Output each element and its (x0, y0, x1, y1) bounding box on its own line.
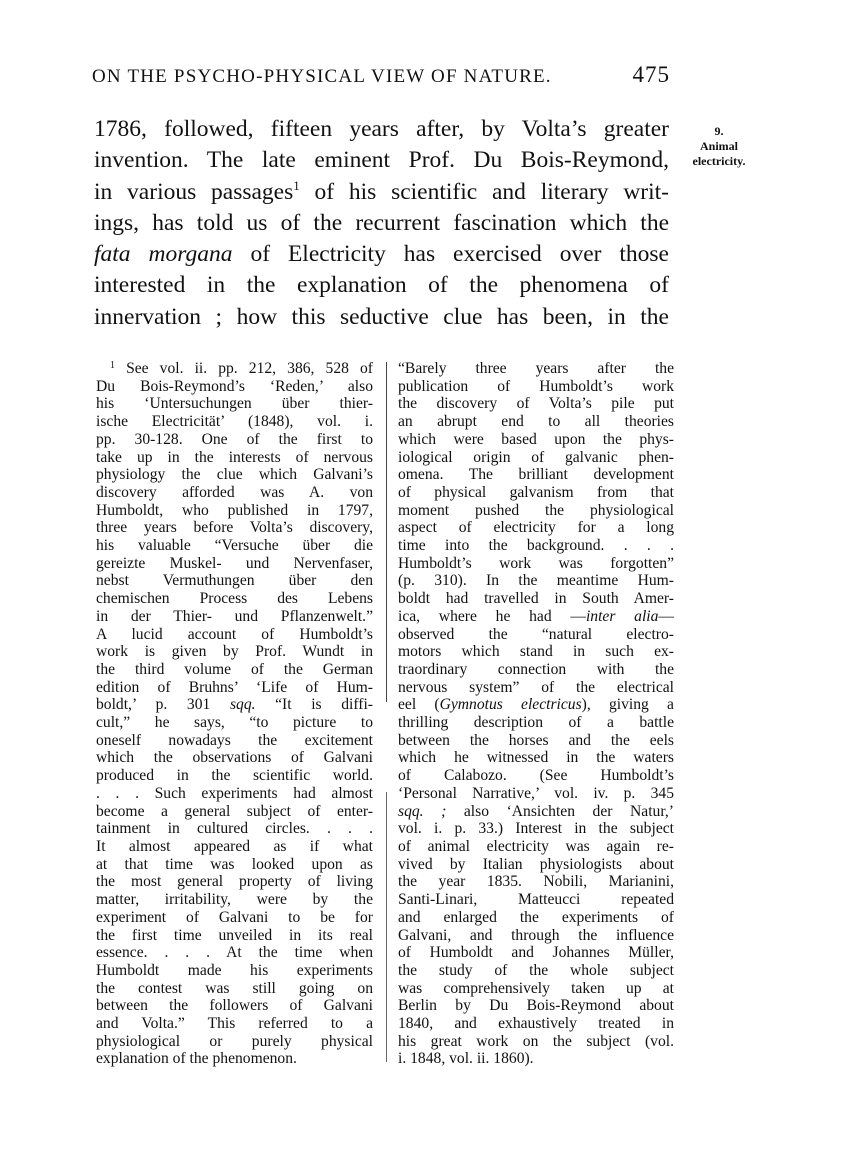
main-line-5-italic: fata morgana (94, 241, 233, 268)
main-paragraph (94, 114, 669, 333)
footnote-line: publication of Humboldt’s work (398, 377, 674, 395)
footnote-right-column (398, 360, 674, 1068)
footnote-italic: inter alia (585, 607, 659, 625)
footnote-line: 1840, and exhaustively treated in (398, 1015, 674, 1033)
running-title: ON THE PSYCHO-PHYSICAL VIEW OF NATURE. (92, 66, 552, 87)
footnote-line: ‘Personal Narrative,’ vol. iv. p. 345 (398, 784, 674, 802)
footnote-line: omena. The brilliant development (398, 466, 674, 484)
main-line-3 (94, 177, 669, 208)
main-line-3-end: of his scientific and literary writ- (299, 178, 670, 205)
footnote-line: Santi-Linari, Matteucci repeated (398, 891, 674, 909)
footnote-line: in der Thier- und Pflanzenwelt.” (96, 607, 373, 625)
footnote-line: aspect of electricity for a long (398, 519, 674, 537)
footnote-line: edition of Bruhns’ ‘Life of Hum- (96, 678, 373, 696)
footnote-line: sqq. ; also ‘Ansichten der Natur,’ (398, 802, 674, 820)
footnote-line: the first time unveiled in its real (96, 926, 373, 944)
footnote-line: i. 1848, vol. ii. 1860). (398, 1050, 534, 1068)
footnote-line: cult,” he says, “to picture to (96, 714, 373, 732)
footnote-line: three years before Volta’s discovery, (96, 519, 373, 537)
footnote-line: eel (Gymnotus electricus), giving a (398, 696, 674, 714)
footnote-line: physiology the clue which Galvani’s (96, 466, 373, 484)
footnote-line: of Calabozo. (See Humboldt’s (398, 767, 674, 785)
footnote-line: tainment in cultured circles. . . . (96, 820, 373, 838)
footnote-line: A lucid account of Humboldt’s (96, 625, 373, 643)
footnote-line: pp. 30-128. One of the first to (96, 430, 373, 448)
footnote-line: vol. i. p. 33.) Interest in the subject (398, 820, 674, 838)
footnote-italic: sqq. ; (398, 802, 447, 820)
footnote-line: which were based upon the phys- (398, 430, 674, 448)
footnote-line: motors which stand in such ex- (398, 643, 674, 661)
footnote-line: the contest was still going on (96, 979, 373, 997)
footnote-line: work is given by Prof. Wundt in (96, 643, 373, 661)
footnote-marker: 1 (110, 360, 115, 371)
footnote-italic: Gymnotus electricus (439, 696, 582, 714)
footnote-line: essence. . . . At the time when (96, 944, 373, 962)
footnote-line: the most general property of living (96, 873, 373, 891)
footnote-line: experiment of Galvani to be for (96, 908, 373, 926)
footnote-line: the year 1835. Nobili, Marianini, (398, 873, 674, 891)
margin-note-line-1: Animal (699, 139, 738, 153)
footnote-line: between the horses and the eels (398, 731, 674, 749)
footnote-line: discovery afforded was A. von (96, 483, 373, 501)
footnote-line: physiological or purely physical (96, 1032, 373, 1050)
footnote-line: between the followers of Galvani (96, 997, 373, 1015)
footnote-line: moment pushed the physiological (398, 501, 674, 519)
footnote-line: and Volta.” This referred to a (96, 1015, 373, 1033)
footnote-line: boldt,’ p. 301 sqq. “It is diffi- (96, 696, 373, 714)
footnote-line: time into the background. . . . (398, 537, 674, 555)
footnote-line: which he witnessed in the waters (398, 749, 674, 767)
footnote-line: the discovery of Volta’s pile put (398, 395, 674, 413)
footnote-line: become a general subject of enter- (96, 802, 373, 820)
footnote-line: of animal electricity was again re- (398, 837, 674, 855)
footnote-line: chemischen Process des Lebens (96, 590, 373, 608)
footnote-italic: sqq. (229, 696, 256, 714)
footnote-line: Humboldt’s work was forgotten” (398, 554, 674, 572)
footnote-line: the third volume of the German (96, 660, 373, 678)
footnote-line: traordinary connection with the (398, 660, 674, 678)
footnote-line: ica, where he had —inter alia— (398, 607, 674, 625)
footnote-line: which the observations of Galvani (96, 749, 373, 767)
column-divider (386, 362, 387, 702)
footnote-line: Du Bois-Reymond’s ‘Reden,’ also (96, 377, 373, 395)
footnote-line: (p. 310). In the meantime Hum- (398, 572, 674, 590)
footnote-left-column (96, 360, 373, 1068)
main-line-2: invention. The late eminent Prof. Du Bois-Reymond, (94, 147, 669, 174)
footnote-line: boldt had travelled in South Amer- (398, 590, 674, 608)
margin-note-number: 9. (714, 124, 724, 138)
footnote-line: an abrupt end to all theories (398, 413, 674, 431)
footnote-line: take up in the interests of nervous (96, 448, 373, 466)
main-line-5 (94, 239, 669, 270)
column-divider (386, 792, 387, 1062)
footnote-line: . . . Such experiments had almost (96, 784, 373, 802)
main-line-1: 1786, followed, fifteen years after, by Volta’s greater (94, 116, 669, 142)
footnote-line: Humboldt made his experiments (96, 961, 373, 979)
footnote-reference: 1 (293, 177, 300, 193)
footnote-line: explanation of the phenomenon. (96, 1050, 297, 1068)
footnote-line: gereizte Muskel- und Nervenfaser, (96, 554, 373, 572)
footnote-line: It almost appeared as if what (96, 837, 373, 855)
footnote-line: his ‘Untersuchungen über thier- (96, 395, 373, 413)
footnote-line: produced in the scientific world. (96, 767, 373, 785)
footnote-line: the study of the whole subject (398, 961, 674, 979)
footnote-line: observed the “natural electro- (398, 625, 674, 643)
footnote-line: Berlin by Du Bois-Reymond about (398, 997, 674, 1015)
footnote-line: matter, irritability, were by the (96, 891, 373, 909)
margin-note (678, 124, 760, 169)
main-line-5-end: of Electricity has exercised over those (232, 241, 669, 268)
footnote-line: “Barely three years after the (398, 360, 674, 377)
main-line-7: innervation ; how this seductive clue has been, in the (94, 303, 669, 330)
page-number: 475 (632, 62, 670, 87)
footnote-line: ische Electricität’ (1848), vol. i. (96, 413, 373, 431)
footnote-line: of Humboldt and Johannes Müller, (398, 944, 674, 962)
main-line-3-start: in various passages (94, 178, 294, 205)
footnote-line: Galvani, and through the influence (398, 926, 674, 944)
running-head (92, 62, 670, 92)
footnote-line: of physical galvanism from that (398, 483, 674, 501)
main-line-6: interested in the explanation of the phenomena of (94, 272, 669, 299)
footnote-line: thrilling description of a battle (398, 714, 674, 732)
footnote-line: Humboldt, who published in 1797, (96, 501, 373, 519)
footnote-line: and enlarged the experiments of (398, 908, 674, 926)
footnote-line: his great work on the subject (vol. (398, 1032, 674, 1050)
footnote-line: was comprehensively taken up at (398, 979, 674, 997)
main-line-4: ings, has told us of the recurrent fascination which the (94, 209, 669, 236)
footnote-line: vived by Italian physiologists about (398, 855, 674, 873)
footnote-line: nervous system” of the electrical (398, 678, 674, 696)
footnote-line: $^1$ See vol. ii. pp. 212, 386, 528 of (110, 360, 373, 377)
footnote-line: at that time was looked upon as (96, 855, 373, 873)
footnote-line: iological origin of galvanic phen- (398, 448, 674, 466)
footnote-line: nebst Vermuthungen über den (96, 572, 373, 590)
margin-note-line-2: electricity. (692, 154, 746, 168)
footnote-line: his valuable “Versuche über die (96, 537, 373, 555)
footnote-line: oneself nowadays the excitement (96, 731, 373, 749)
